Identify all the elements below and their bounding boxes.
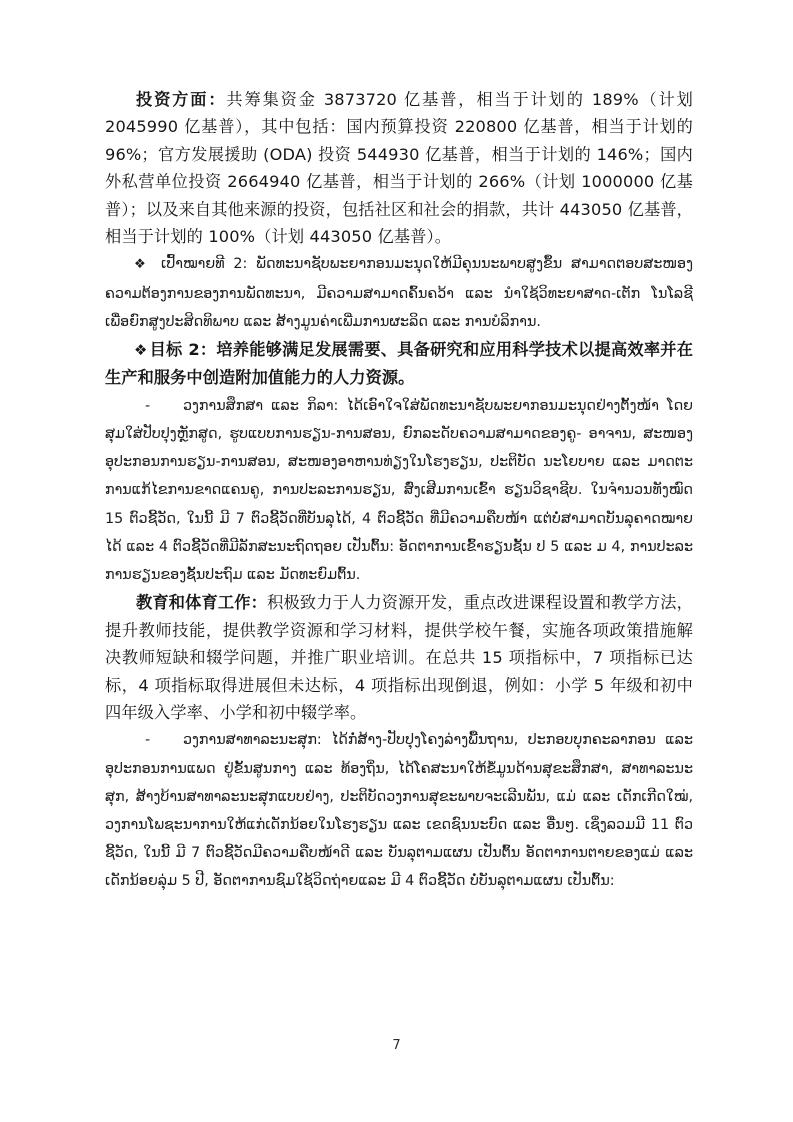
- paragraph-education-chinese: [105, 589, 693, 726]
- paragraph-investment: [105, 86, 693, 250]
- education-lead-label: 教育和体育工作：: [136, 593, 268, 613]
- paragraph-education-lao: [105, 392, 693, 589]
- education-chinese-text: 积极致力于人力资源开发，重点改进课程设置和教学方法，提升教师技能，提供教学资源和学习材料，提供学校午餐，实施各项政策措施解决教师短缺和辍学问题，并推广职业培训。在总共 15 项指标中，7 项指标已达标，4 项指标取得进展但未达标，4 项指标出现倒退，例如：小学 5 年级和初中四年级入学率、小学和初中辍学率。: [105, 593, 693, 722]
- health-lao-text: ວງການສາທາລະນະສຸກ: ໄດ້ກໍ່ສ້າງ-ປັບປຸງໂຄງລ່າງພື້ນຖານ, ປະກອບບຸກຄະລາກອນ ແລະ ອຸປະກອນການແພດ ຢູ່ຂັ້ນສູນກາງ ແລະ ທ້ອງຖິ່ນ, ໄດ້ໂຄສະນາໃຫ້ຂໍ້ມູນດ້ານສຸຂະສຶກສາ, ສາທາລະນະສຸກ, ສ້າງບ້ານສາທາລະນະສຸກແບບຢ່າງ, ປະຕິບັດວງການສຸຂະພາບຈະເລີນພັນ, ແມ່ ແລະ ເດັກເກີດໃໝ່, ວງການໂພຊະນາການໃຫ້ແກ່ເດັກນ້ອຍໃນໂຮງຮຽນ ແລະ ເຂດຊົນນະບົດ ແລະ ອື່ນໆ. ເຊິ່ງລວມມີ 11 ຕົວຊີ້ວັດ, ໃນນີ້ ມີ 7 ຕົວຊີ້ວັດມີຄວາມຄືບໜ້າດີ ແລະ ບັນລຸຕາມແຜນ ເປັນຕົ້ນ ອັດຕາການຕາຍຂອງແມ່ ແລະ ເດັກນ້ອຍລຸ່ມ 5 ປີ, ອັດຕາການຊົມໃຊ້ວິດຖ່າຍແລະ ມີ 4 ຕົວຊີ້ວັດ ບໍ່ບັນລຸຕາມແຜນ ເປັນຕົ້ນ:: [105, 732, 693, 890]
- paragraph-health-lao: [105, 726, 693, 895]
- diamond-bullet-icon: ❖: [134, 257, 151, 273]
- paragraph-goal2-chinese: [105, 336, 693, 392]
- investment-paragraph: [105, 86, 693, 250]
- goal2-lao-heading-text: ເປົ້າໝາຍທີ 2: ພັດທະນາຊັບພະຍາກອນມະນຸດໃຫ້ມີຄຸນນະພາບສູງຂຶ້ນ ສາມາດຕອບສະໜອງຄວາມຕ້ອງການຂອງການພັດທະນາ, ມີຄວາມສາມາດຄົ້ນຄວ້າ ແລະ ນຳໃຊ້ວິທະຍາສາດ-ເຕັກ ໂນໂລຊີ ເພື່ອຍົກສູງປະສິດທິພາບ ແລະ ສ້າງມູນຄ່າເພີ່ມການຜະລິດ ແລະ ການບໍລິການ.: [105, 256, 694, 330]
- dash-marker-icon: -: [145, 397, 151, 414]
- page-number: 7: [392, 1038, 401, 1053]
- goal2-lao-heading: [105, 250, 693, 336]
- goal2-chinese-heading: [105, 336, 693, 392]
- health-lao-paragraph: [105, 726, 693, 895]
- education-chinese-paragraph: [105, 589, 693, 726]
- paragraph-goal2-lao: [105, 250, 693, 336]
- diamond-bullet-icon: ❖: [134, 341, 148, 360]
- goal2-chinese-heading-text: 目标 2：培养能够满足发展需要、具备研究和应用科学技术以提高效率并在生产和服务中创造附加值能力的人力资源。: [105, 340, 694, 388]
- investment-body-text: 共筹集资金 3873720 亿基普，相当于计划的 189%（计划 2045990 亿基普），其中包括：国内预算投资 220800 亿基普，相当于计划的 96%；官方发展援助 (ODA) 投资 544930 亿基普，相当于计划的 146%；国内外私营单位投资 2664940 亿基普，相当于计划的 266%（计划 1000000 亿基普）；以及来自其他来源的投资，包括社区和社会的捐款，共计 443050 亿基普，相当于计划的 100%（计划 443050 亿基普）。: [105, 90, 693, 247]
- dash-marker-icon: -: [145, 732, 151, 749]
- education-lao-paragraph: [105, 392, 693, 589]
- page-content: [105, 86, 693, 896]
- education-lao-text: ວງການສຶກສາ ແລະ ກິລາ: ໄດ້ເອົາໃຈໃສ່ພັດທະນາຊັບພະຍາກອນມະນຸດຢ່າງຕັ້ງໜ້າ ໂດຍສຸມໃສ່ປັບປຸງຫຼັກສູດ, ຮູບແບບການຮຽນ-ການສອນ, ຍົກລະດັບຄວາມສາມາດຂອງຄູ- ອາຈານ, ສະໜອງອຸປະກອນການຮຽນ-ການສອນ, ສະໜອງອາຫານທ່ຽງໃນໂຮງຮຽນ, ປະຕິບັດ ນະໂຍບາຍ ແລະ ມາດຕະການແກ້ໄຂການຂາດແຄນຄູ, ການປະລະການຮຽນ, ສົ່ງເສີມການເຂົ້າ ຮຽນວິຊາຊີບ. ໃນຈຳນວນທັງໝົດ 15 ຕົວຊີ້ວັດ, ໃນນີ້ ມີ 7 ຕົວຊີ້ວັດທີ່ບັນລຸໄດ້, 4 ຕົວຊີ້ວັດ ທີ່ມີຄວາມຄືບໜ້າ ແຕ່ບໍ່ສາມາດບັນລຸຄາດໝາຍໄດ້ ແລະ 4 ຕົວຊີ້ວັດທີ່ມີລັກສະນະຖົດຖອຍ ເປັນຕົ້ນ: ອັດຕາການເຂົ້າຮຽນຊັ້ນ ປ 5 ແລະ ມ 4, ການປະລະການຮຽນຂອງຊັ້ນປະຖົມ ແລະ ມັດທະຍົມຕົ້ນ.: [105, 397, 693, 584]
- investment-lead-label: 投资方面：: [136, 90, 227, 109]
